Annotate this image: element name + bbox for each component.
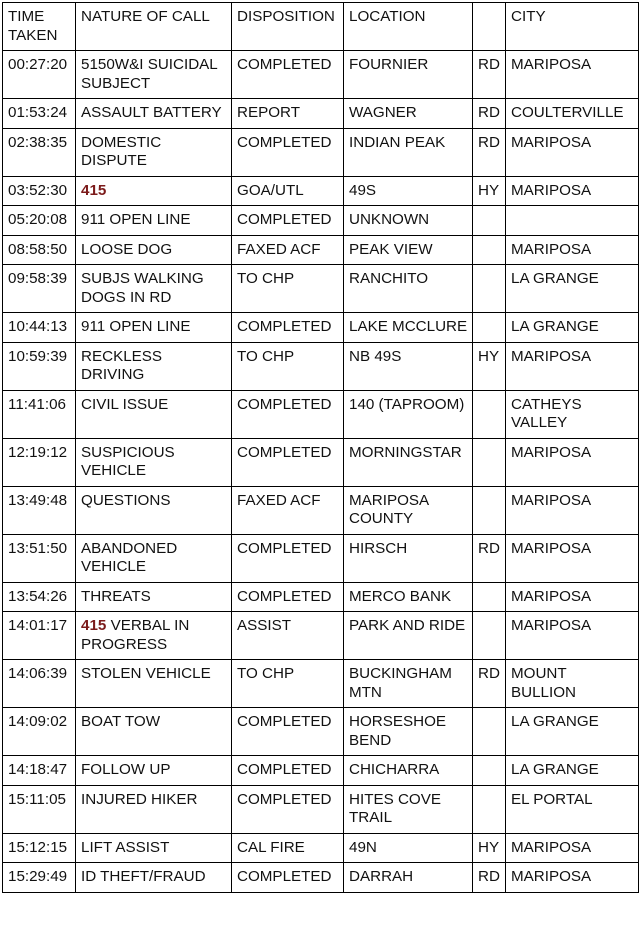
disposition-cell: COMPLETED (232, 708, 344, 756)
suffix-cell (473, 206, 506, 236)
location-cell: WAGNER (344, 99, 473, 129)
nature-cell (76, 438, 232, 486)
table-row (3, 660, 639, 708)
disposition-cell: COMPLETED (232, 582, 344, 612)
table-row (3, 342, 639, 390)
suffix-cell (473, 708, 506, 756)
disposition-cell: COMPLETED (232, 863, 344, 893)
disposition-cell: COMPLETED (232, 785, 344, 833)
city-cell: MARIPOSA (506, 176, 639, 206)
nature-text: DOMESTIC DISPUTE (81, 133, 166, 169)
disposition-cell: CAL FIRE (232, 833, 344, 863)
location-cell: 140 (TAPROOM) (344, 390, 473, 438)
nature-text: 5150W&I SUICIDAL SUBJECT (81, 56, 222, 92)
location-cell: RANCHITO (344, 265, 473, 313)
city-cell: MARIPOSA (506, 486, 639, 534)
city-cell: MARIPOSA (506, 342, 639, 390)
city-cell (506, 206, 639, 236)
location-cell: MORNINGSTAR (344, 438, 473, 486)
time-cell: 10:44:13 (3, 313, 76, 343)
disposition-cell: COMPLETED (232, 438, 344, 486)
city-cell: MARIPOSA (506, 51, 639, 99)
table-row (3, 486, 639, 534)
suffix-cell (473, 265, 506, 313)
suffix-cell: HY (473, 833, 506, 863)
city-cell: MARIPOSA (506, 235, 639, 265)
disposition-cell: TO CHP (232, 265, 344, 313)
code-415-highlight: 415 (81, 181, 107, 199)
suffix-cell: HY (473, 342, 506, 390)
location-cell: FOURNIER (344, 51, 473, 99)
suffix-cell (473, 486, 506, 534)
time-cell: 15:11:05 (3, 785, 76, 833)
nature-text: FOLLOW UP (81, 761, 171, 778)
location-cell: HORSESHOE BEND (344, 708, 473, 756)
disposition-cell: TO CHP (232, 660, 344, 708)
nature-cell (76, 582, 232, 612)
nature-cell (76, 342, 232, 390)
city-cell: LA GRANGE (506, 756, 639, 786)
disposition-cell: COMPLETED (232, 534, 344, 582)
city-cell: LA GRANGE (506, 313, 639, 343)
suffix-cell (473, 756, 506, 786)
nature-cell (76, 756, 232, 786)
nature-cell (76, 206, 232, 236)
nature-text: ABANDONED VEHICLE (81, 539, 182, 575)
suffix-cell (473, 785, 506, 833)
location-cell: DARRAH (344, 863, 473, 893)
table-row (3, 235, 639, 265)
nature-text: THREATS (81, 587, 151, 605)
nature-cell (76, 265, 232, 313)
nature-cell (76, 99, 232, 129)
disposition-cell: GOA/UTL (232, 176, 344, 206)
nature-cell (76, 235, 232, 265)
time-cell: 14:01:17 (3, 612, 76, 660)
nature-text: CIVIL ISSUE (81, 395, 169, 413)
disposition-cell: COMPLETED (232, 206, 344, 236)
table-row (3, 708, 639, 756)
suffix-cell: RD (473, 660, 506, 708)
time-cell: 14:06:39 (3, 660, 76, 708)
city-cell: MARIPOSA (506, 534, 639, 582)
table-row (3, 51, 639, 99)
nature-text: STOLEN VEHICLE (81, 665, 211, 682)
nature-text: ID THEFT/FRAUD (81, 868, 206, 885)
time-cell: 15:29:49 (3, 863, 76, 893)
nature-cell (76, 708, 232, 756)
nature-cell (76, 833, 232, 863)
nature-cell (76, 51, 232, 99)
nature-text: LIFT ASSIST (81, 838, 170, 856)
city-cell: LA GRANGE (506, 708, 639, 756)
nature-cell (76, 128, 232, 176)
location-cell: 49S (344, 176, 473, 206)
suffix-cell (473, 612, 506, 660)
header-suffix (473, 3, 506, 51)
nature-cell (76, 313, 232, 343)
nature-cell (76, 785, 232, 833)
time-cell: 00:27:20 (3, 51, 76, 99)
suffix-cell (473, 235, 506, 265)
nature-cell (76, 534, 232, 582)
city-cell: MARIPOSA (506, 438, 639, 486)
disposition-cell: COMPLETED (232, 756, 344, 786)
time-cell: 14:09:02 (3, 708, 76, 756)
nature-cell (76, 176, 232, 206)
disposition-cell: ASSIST (232, 612, 344, 660)
header-time-taken: TIME TAKEN (3, 3, 76, 51)
city-cell: MARIPOSA (506, 582, 639, 612)
time-cell: 10:59:39 (3, 342, 76, 390)
location-cell: PARK AND RIDE (344, 612, 473, 660)
nature-cell (76, 612, 232, 660)
nature-cell (76, 863, 232, 893)
nature-cell (76, 486, 232, 534)
header-row (3, 3, 639, 51)
disposition-cell: FAXED ACF (232, 486, 344, 534)
nature-cell (76, 390, 232, 438)
suffix-cell: RD (473, 99, 506, 129)
city-cell: MARIPOSA (506, 612, 639, 660)
time-cell: 09:58:39 (3, 265, 76, 313)
city-cell: EL PORTAL (506, 785, 639, 833)
table-row (3, 582, 639, 612)
location-cell: CHICHARRA (344, 756, 473, 786)
suffix-cell: HY (473, 176, 506, 206)
location-cell: HIRSCH (344, 534, 473, 582)
disposition-cell: COMPLETED (232, 313, 344, 343)
location-cell: LAKE MCCLURE (344, 313, 473, 343)
disposition-cell: COMPLETED (232, 128, 344, 176)
nature-text: BOAT TOW (81, 713, 161, 730)
location-cell: 49N (344, 833, 473, 863)
city-cell: COULTERVILLE (506, 99, 639, 129)
suffix-cell (473, 582, 506, 612)
table-row (3, 534, 639, 582)
nature-text: 911 OPEN LINE (81, 211, 191, 228)
city-cell: MARIPOSA (506, 128, 639, 176)
table-row (3, 99, 639, 129)
time-cell: 11:41:06 (3, 390, 76, 438)
suffix-cell (473, 390, 506, 438)
location-cell: MARIPOSA COUNTY (344, 486, 473, 534)
nature-text: VERBAL IN PROGRESS (81, 617, 194, 653)
location-cell: MERCO BANK (344, 582, 473, 612)
city-cell: MARIPOSA (506, 833, 639, 863)
location-cell: NB 49S (344, 342, 473, 390)
code-415-highlight: 415 (81, 617, 107, 634)
nature-text: LOOSE DOG (81, 240, 173, 258)
time-cell: 03:52:30 (3, 176, 76, 206)
header-disposition: DISPOSITION (232, 3, 344, 51)
table-row (3, 265, 639, 313)
location-cell: HITES COVE TRAIL (344, 785, 473, 833)
nature-text: SUBJS WALKING DOGS IN RD (81, 270, 208, 306)
disposition-cell: TO CHP (232, 342, 344, 390)
table-row (3, 206, 639, 236)
nature-text: SUSPICIOUS VEHICLE (81, 443, 179, 479)
time-cell: 05:20:08 (3, 206, 76, 236)
table-row (3, 833, 639, 863)
suffix-cell (473, 438, 506, 486)
disposition-cell: REPORT (232, 99, 344, 129)
location-cell: UNKNOWN (344, 206, 473, 236)
suffix-cell: RD (473, 51, 506, 99)
location-cell: BUCKINGHAM MTN (344, 660, 473, 708)
nature-text: 911 OPEN LINE (81, 318, 191, 335)
nature-text: RECKLESS DRIVING (81, 347, 167, 383)
header-location: LOCATION (344, 3, 473, 51)
nature-text: INJURED HIKER (81, 790, 198, 808)
table-row (3, 390, 639, 438)
time-cell: 13:54:26 (3, 582, 76, 612)
time-cell: 01:53:24 (3, 99, 76, 129)
nature-cell (76, 660, 232, 708)
header-city: CITY (506, 3, 639, 51)
time-cell: 08:58:50 (3, 235, 76, 265)
table-row (3, 128, 639, 176)
time-cell: 13:49:48 (3, 486, 76, 534)
header-nature-of-call: NATURE OF CALL (76, 3, 232, 51)
location-cell: PEAK VIEW (344, 235, 473, 265)
time-cell: 12:19:12 (3, 438, 76, 486)
table-row (3, 612, 639, 660)
call-log-table (2, 2, 639, 893)
time-cell: 02:38:35 (3, 128, 76, 176)
table-row (3, 313, 639, 343)
time-cell: 14:18:47 (3, 756, 76, 786)
table-row (3, 176, 639, 206)
city-cell: MARIPOSA (506, 863, 639, 893)
city-cell: LA GRANGE (506, 265, 639, 313)
time-cell: 15:12:15 (3, 833, 76, 863)
time-cell: 13:51:50 (3, 534, 76, 582)
table-row (3, 863, 639, 893)
disposition-cell: COMPLETED (232, 390, 344, 438)
suffix-cell: RD (473, 863, 506, 893)
disposition-cell: COMPLETED (232, 51, 344, 99)
location-cell: INDIAN PEAK (344, 128, 473, 176)
table-row (3, 756, 639, 786)
suffix-cell (473, 313, 506, 343)
city-cell: CATHEYS VALLEY (506, 390, 639, 438)
nature-text: ASSAULT BATTERY (81, 104, 222, 121)
nature-text: QUESTIONS (81, 491, 171, 509)
suffix-cell: RD (473, 534, 506, 582)
table-row (3, 785, 639, 833)
disposition-cell: FAXED ACF (232, 235, 344, 265)
city-cell: MOUNT BULLION (506, 660, 639, 708)
suffix-cell: RD (473, 128, 506, 176)
table-row (3, 438, 639, 486)
